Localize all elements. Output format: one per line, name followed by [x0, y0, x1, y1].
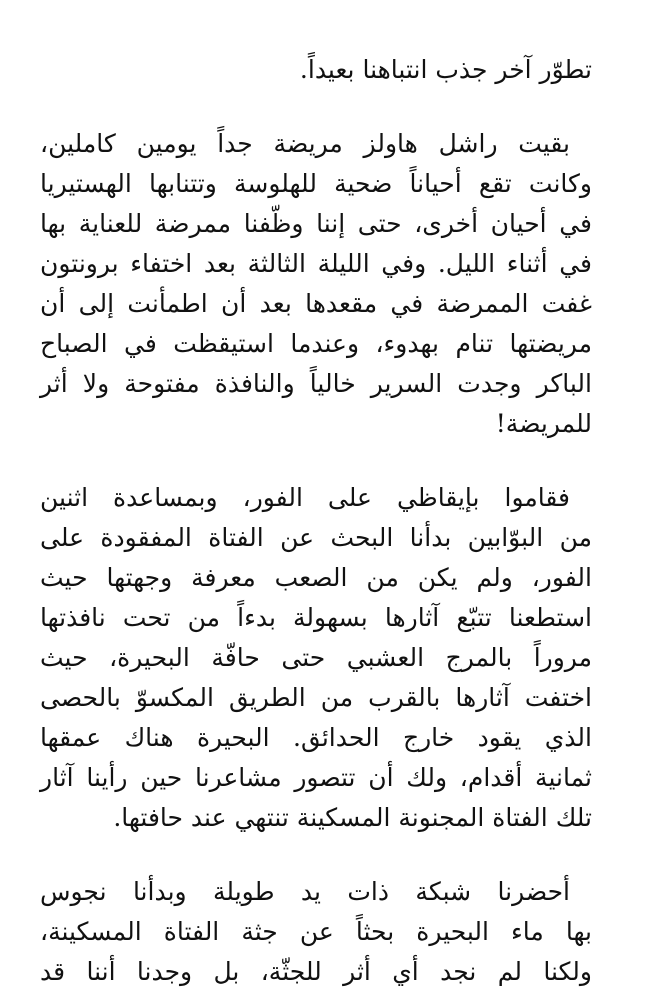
- text-line: ولكنا لم نجد أي أثر للجثّة، بل وجدنا أننا قد: [40, 957, 592, 986]
- text-line: مريضتها تنام بهدوء، وعندما استيقظت في الصباح: [40, 329, 592, 358]
- book-page: [40, 50, 592, 992]
- paragraph-1: [40, 50, 592, 90]
- text-line: الباكر وجدت السرير خالياً والنافذة مفتوحة ولا أثر: [40, 369, 592, 398]
- text-line: تلك الفتاة المجنونة المسكينة تنتهي عند حافتها.: [113, 803, 592, 832]
- text-line: استطعنا تتبّع آثارها بسهولة بدءاً من تحت نافذتها: [40, 603, 592, 632]
- text-line: مروراً بالمرج العشبي حتى حافّة البحيرة، حيث: [40, 643, 592, 672]
- text-line: الذي يقود خارج الحدائق. البحيرة هناك عمقها: [40, 723, 592, 752]
- text-line: في أحيان أخرى، حتى إننا وظّفنا ممرضة للعناية بها: [40, 209, 592, 238]
- text-line: من البوّابين بدأنا البحث عن الفتاة المفقودة على: [40, 523, 592, 552]
- text-line: غفت الممرضة في مقعدها بعد أن اطمأنت إلى أن: [40, 289, 592, 318]
- text-line: اختفت آثارها بالقرب من الطريق المكسوّ بالحصى: [40, 683, 592, 712]
- paragraph-gap: [40, 90, 592, 124]
- text-line: وكانت تقع أحياناً ضحية للهلوسة وتتنابها الهستيريا: [40, 169, 592, 198]
- text-line: للمريضة!: [495, 409, 592, 438]
- paragraph-2: [40, 124, 592, 444]
- text-line: في أثناء الليل. وفي الليلة الثالثة بعد اختفاء برونتون: [40, 249, 592, 278]
- text-line: الفور، ولم يكن من الصعب معرفة وجهتها حيث: [40, 563, 592, 592]
- paragraph-3: [40, 478, 592, 838]
- text-line: بقيت راشل هاولز مريضة جداً يومين كاملين،: [40, 129, 570, 158]
- paragraph-gap: [40, 838, 592, 872]
- text-line: بها ماء البحيرة بحثاً عن جثة الفتاة المسكينة،: [40, 917, 592, 946]
- paragraph-gap: [40, 444, 592, 478]
- text-line: فقاموا بإيقاظي على الفور، وبمساعدة اثنين: [40, 483, 570, 512]
- paragraph-4: [40, 872, 592, 992]
- text-line: أحضرنا شبكة ذات يد طويلة وبدأنا نجوس: [40, 877, 570, 906]
- text-line: ثمانية أقدام، ولك أن تتصور مشاعرنا حين رأينا آثار: [40, 763, 592, 792]
- text-line: تطوّر آخر جذب انتباهنا بعيداً.: [299, 55, 592, 84]
